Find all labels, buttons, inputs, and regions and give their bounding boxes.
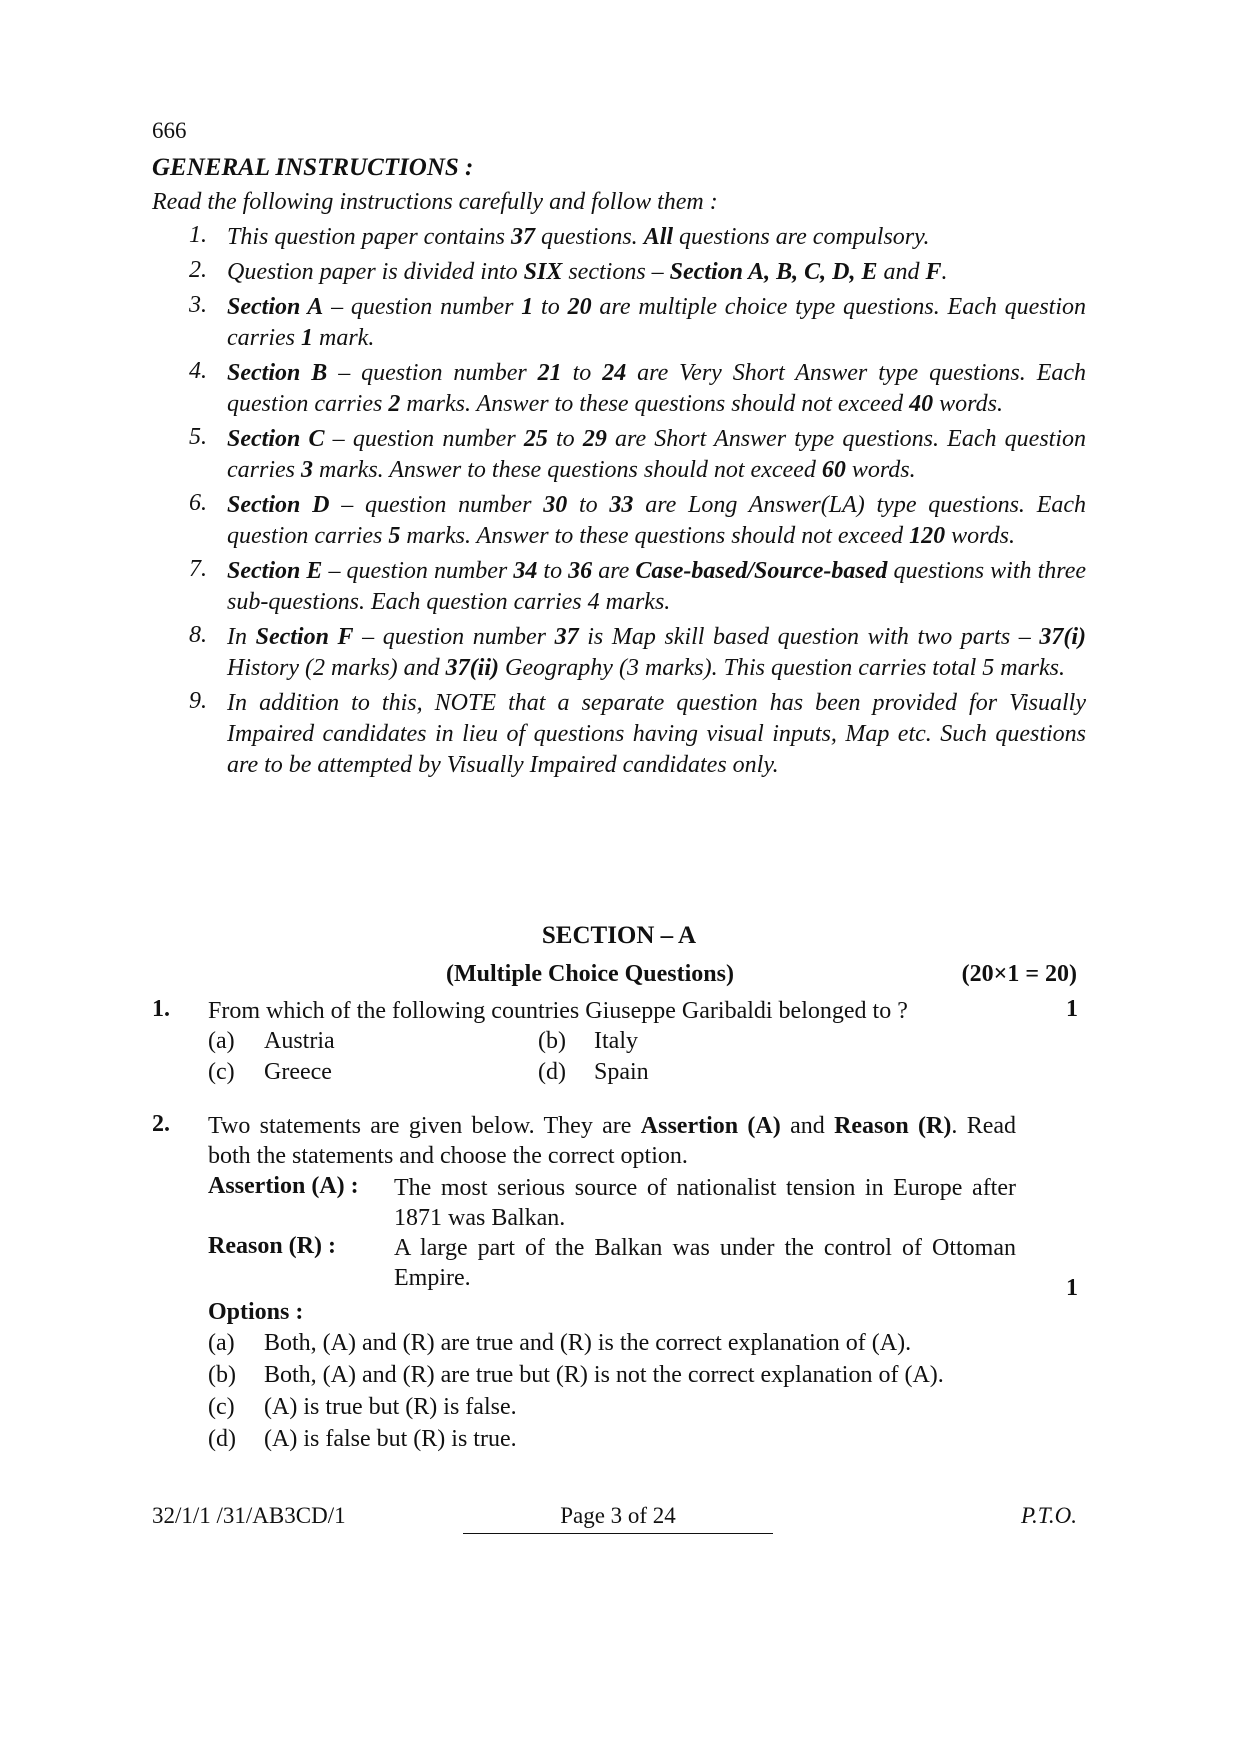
instruction-text: Section B – question number 21 to 24 are Very Short Answer type questions. Each question carries 2 marks. Answer to these questions should not exceed 40 words. — [227, 360, 1087, 417]
instruction-number: 1. — [189, 222, 207, 248]
instruction-text: Section E – question number 34 to 36 are Case-based/Source-based questions with three sub-questions. Each question carries 4 marks. — [227, 558, 1087, 615]
reason — [208, 1233, 1016, 1293]
options-grid — [208, 1028, 1016, 1086]
instruction-text: This question paper contains 37 questions. All questions are compulsory. — [227, 224, 930, 250]
assertion-label: Assertion (A) : — [208, 1173, 359, 1199]
question-2 — [152, 1111, 1086, 1454]
instruction-number: 7. — [189, 556, 207, 582]
section-subtitle: (Multiple Choice Questions) — [446, 961, 734, 987]
footer-paper-code: 32/1/1 /31/AB3CD/1 — [152, 1503, 346, 1528]
question-text: From which of the following countries Giuseppe Garibaldi belonged to ? — [208, 998, 908, 1024]
options-title: Options : — [208, 1299, 304, 1325]
instruction-text: Section D – question number 30 to 33 are Long Answer(LA) type questions. Each question carries 5 marks. Answer to these questions should not exceed 120 words. — [227, 492, 1087, 549]
question-mark: 1 — [1066, 1275, 1078, 1301]
instruction-item — [152, 358, 1086, 420]
instruction-number: 8. — [189, 622, 207, 648]
instruction-item — [152, 688, 1086, 781]
instruction-item — [152, 622, 1086, 684]
instruction-item — [152, 424, 1086, 486]
instruction-item — [152, 222, 1086, 253]
option-d: (d) (A) is false but (R) is true. — [208, 1426, 517, 1452]
instruction-number: 5. — [189, 424, 207, 450]
general-instructions-intro: Read the following instructions carefully and follow them : — [152, 189, 718, 215]
instruction-number: 3. — [189, 292, 207, 318]
instruction-item — [152, 257, 1086, 288]
instruction-text: Question paper is divided into SIX sections – Section A, B, C, D, E and F. — [227, 259, 948, 285]
instruction-text: Section A – question number 1 to 20 are multiple choice type questions. Each question carries 1 mark. — [227, 294, 1087, 351]
section-title: SECTION – A — [541, 922, 697, 949]
instruction-number: 6. — [189, 490, 207, 516]
instruction-item — [152, 556, 1086, 618]
option-b: (b) Italy — [538, 1028, 638, 1054]
option-a: (a) Both, (A) and (R) are true and (R) is the correct explanation of (A). — [208, 1330, 912, 1356]
instruction-number: 4. — [189, 358, 207, 384]
question-number: 1. — [152, 996, 170, 1022]
question-1 — [152, 996, 1086, 1086]
instruction-text: Section C – question number 25 to 29 are Short Answer type questions. Each question carries 3 marks. Answer to these questions should not exceed 60 words. — [227, 426, 1086, 483]
section-marks: (20×1 = 20) — [961, 961, 1077, 987]
instruction-number: 9. — [189, 688, 207, 714]
instruction-number: 2. — [189, 257, 207, 283]
reason-text: A large part of the Balkan was under the control of Ottoman Empire. — [394, 1235, 1016, 1291]
question-text: Two statements are given below. They are Assertion (A) and Reason (R). Read both the statements and choose the correct option. — [208, 1113, 1017, 1169]
question-mark: 1 — [1066, 996, 1078, 1022]
option-d: (d) Spain — [538, 1059, 649, 1085]
instruction-text: In Section F – question number 37 is Map skill based question with two parts – 37(i) History (2 marks) and 37(ii) Geography (3 marks). This question carries total 5 marks. — [227, 624, 1087, 681]
option-c: (c) (A) is true but (R) is false. — [208, 1394, 517, 1420]
option-a: (a) Austria — [208, 1028, 335, 1054]
assertion-text: The most serious source of nationalist tension in Europe after 1871 was Balkan. — [394, 1175, 1016, 1231]
instruction-text: In addition to this, NOTE that a separate question has been provided for Visually Impaired candidates in lieu of questions having visual inputs, Map etc. Such questions are to be attempted by Visually Impaired candidates only. — [227, 690, 1086, 778]
footer-page-number: Page 3 of 24 — [463, 1503, 773, 1534]
assertion — [208, 1173, 1016, 1233]
option-b: (b) Both, (A) and (R) are true but (R) is not the correct explanation of (A). — [208, 1362, 944, 1388]
instruction-item — [152, 490, 1086, 552]
option-c: (c) Greece — [208, 1059, 332, 1085]
reason-label: Reason (R) : — [208, 1233, 336, 1259]
instruction-item — [152, 292, 1086, 354]
question-number: 2. — [152, 1111, 170, 1137]
instructions-list — [152, 222, 1086, 785]
options-list — [208, 1328, 1016, 1454]
general-instructions-title: GENERAL INSTRUCTIONS : — [152, 154, 474, 181]
page-code: 666 — [152, 118, 187, 143]
footer-pto: P.T.O. — [1020, 1503, 1077, 1528]
